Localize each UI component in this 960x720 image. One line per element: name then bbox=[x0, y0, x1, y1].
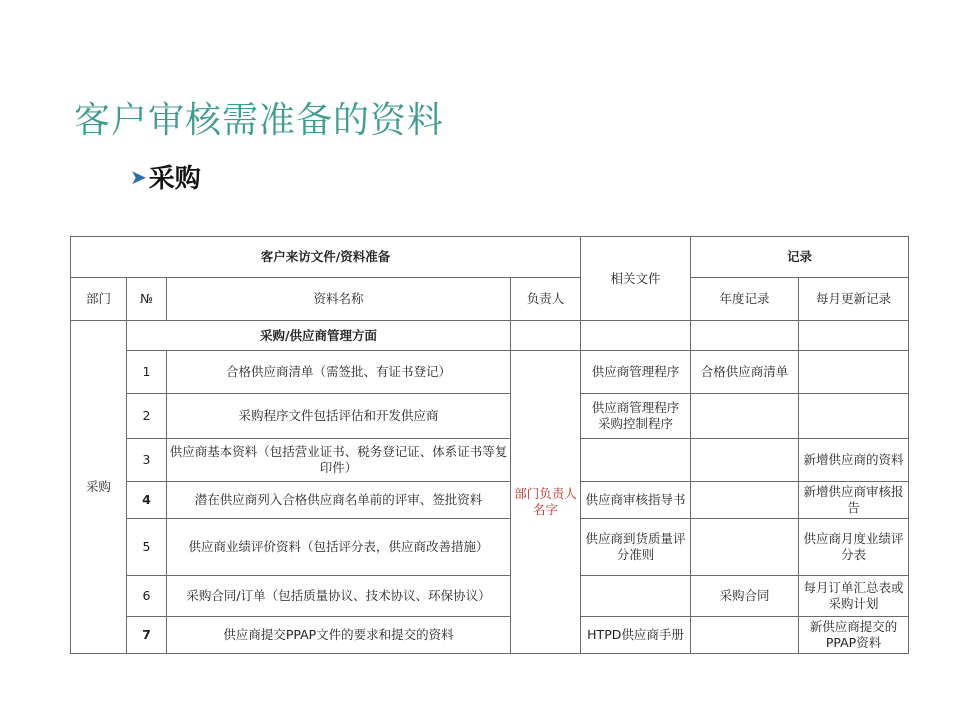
row-annual bbox=[691, 482, 799, 519]
row-related bbox=[581, 439, 691, 482]
row-name: 供应商业绩评价资料（包括评分表，供应商改善措施） bbox=[167, 519, 511, 576]
row-name: 潜在供应商列入合格供应商名单前的评审、签批资料 bbox=[167, 482, 511, 519]
subtitle-text: 采购 bbox=[148, 164, 201, 194]
slide-title: 客户审核需准备的资料 bbox=[74, 100, 445, 141]
section-label: 采购/供应商管理方面 bbox=[127, 321, 511, 351]
row-no: 6 bbox=[127, 576, 167, 617]
header-no: № bbox=[127, 278, 167, 321]
header-annual: 年度记录 bbox=[691, 278, 799, 321]
row-annual: 采购合同 bbox=[691, 576, 799, 617]
row-related bbox=[581, 576, 691, 617]
row-no: 2 bbox=[127, 394, 167, 439]
row-no: 1 bbox=[127, 351, 167, 394]
header-docs-group: 客户来访文件/资料准备 bbox=[71, 237, 581, 278]
header-related-files: 相关文件 bbox=[581, 237, 691, 321]
row-no: 5 bbox=[127, 519, 167, 576]
row-monthly bbox=[799, 394, 909, 439]
row-monthly: 新供应商提交的PPAP资料 bbox=[799, 617, 909, 654]
row-related: 供应商管理程序 采购控制程序 bbox=[581, 394, 691, 439]
arrow-bullet-icon: ➤ bbox=[130, 164, 147, 189]
row-related: 供应商审核指导书 bbox=[581, 482, 691, 519]
dept-cell: 采购 bbox=[71, 321, 127, 654]
row-related: 供应商管理程序 bbox=[581, 351, 691, 394]
header-dept: 部门 bbox=[71, 278, 127, 321]
section-owner-blank bbox=[511, 321, 581, 351]
row-monthly: 新增供应商的资料 bbox=[799, 439, 909, 482]
row-no: 7 bbox=[127, 617, 167, 654]
row-monthly: 每月订单汇总表或采购计划 bbox=[799, 576, 909, 617]
row-no: 4 bbox=[127, 482, 167, 519]
row-annual bbox=[691, 439, 799, 482]
header-name: 资料名称 bbox=[167, 278, 511, 321]
row-annual bbox=[691, 394, 799, 439]
row-annual bbox=[691, 519, 799, 576]
section-annual-blank bbox=[691, 321, 799, 351]
row-name: 供应商提交PPAP文件的要求和提交的资料 bbox=[167, 617, 511, 654]
slide-subtitle bbox=[130, 158, 201, 195]
row-monthly: 新增供应商审核报告 bbox=[799, 482, 909, 519]
row-no: 3 bbox=[127, 439, 167, 482]
section-monthly-blank bbox=[799, 321, 909, 351]
row-monthly bbox=[799, 351, 909, 394]
row-related: 供应商到货质量评分准则 bbox=[581, 519, 691, 576]
header-monthly: 每月更新记录 bbox=[799, 278, 909, 321]
header-owner: 负责人 bbox=[511, 278, 581, 321]
row-related: HTPD供应商手册 bbox=[581, 617, 691, 654]
row-name: 合格供应商清单（需签批、有证书登记） bbox=[167, 351, 511, 394]
section-related-blank bbox=[581, 321, 691, 351]
row-monthly: 供应商月度业绩评分表 bbox=[799, 519, 909, 576]
row-annual: 合格供应商清单 bbox=[691, 351, 799, 394]
row-annual bbox=[691, 617, 799, 654]
owner-note: 部门负责人名字 bbox=[511, 351, 581, 654]
row-name: 供应商基本资料（包括营业证书、税务登记证、体系证书等复印件） bbox=[167, 439, 511, 482]
row-name: 采购合同/订单（包括质量协议、技术协议、环保协议） bbox=[167, 576, 511, 617]
row-name: 采购程序文件包括评估和开发供应商 bbox=[167, 394, 511, 439]
header-records: 记录 bbox=[691, 237, 909, 278]
audit-materials-table bbox=[70, 236, 909, 654]
